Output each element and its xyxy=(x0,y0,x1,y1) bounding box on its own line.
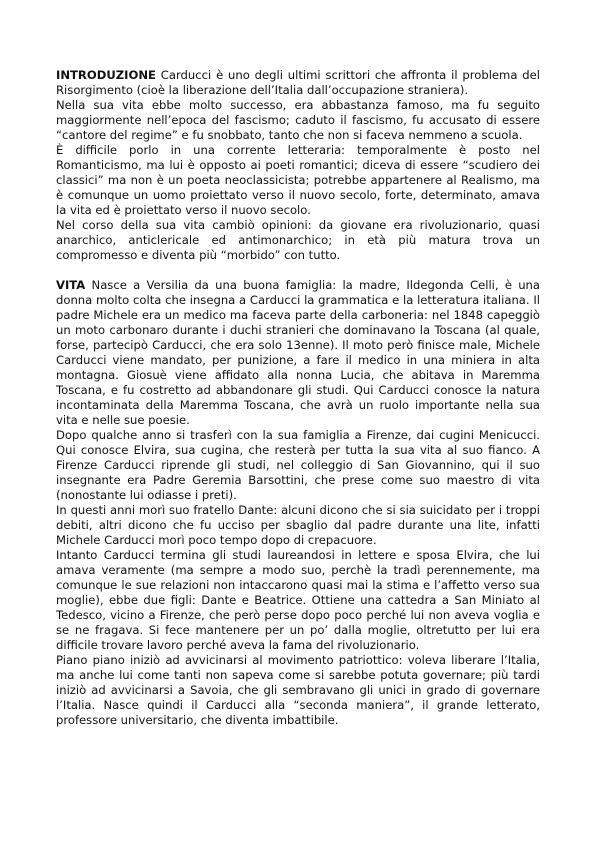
vita-paragraph-5: Piano piano iniziò ad avvicinarsi al movimento patriottico: voleva liberare l’Italia, ma anche lui come tanti non sapeva come si sarebbe potuta governare; più tardi iniziò ad avvicinarsi a Savoia, che gli sembravano gli unici in grado di governare l’Italia. Nasce quindi il Carducci alla “seconda maniera”, il grande letterato, professore universitario, che diventa imbattibile. xyxy=(56,653,540,727)
intro-paragraph-1-text: Carducci è uno degli ultimi scrittori che affronta il problema del Risorgimento (cioè la liberazione dell’Italia dall’occupazione straniera). xyxy=(56,68,541,97)
vita-paragraph-1 xyxy=(56,278,540,428)
document-page xyxy=(56,68,540,728)
section-vita xyxy=(56,278,540,728)
intro-paragraph-3: È difficile porlo in una corrente letteraria: temporalmente è posto nel Romanticismo, ma lui è opposto ai poeti romantici; diceva di essere “scudiero dei classici” ma non è un poeta neoclassicista; potrebbe appartenere al Realismo, ma è comunque un uomo proiettato verso il nuovo secolo, forte, determinato, amava la vita ed è proiettato verso il nuovo secolo. xyxy=(56,143,540,217)
intro-paragraph-4: Nel corso della sua vita cambiò opinioni: da giovane era rivoluzionario, quasi anarchico, anticlericale ed antimonarchico; in età più matura trova un compromesso e diventa più “morbido” con tutto. xyxy=(56,218,540,262)
vita-paragraph-3: In questi anni morì suo fratello Dante: alcuni dicono che si sia suicidato per i troppi debiti, altri dicono che fu ucciso per sbaglio dal padre durante una lite, infatti Michele Carducci morì poco tempo dopo di crepacuore. xyxy=(56,503,540,547)
intro-paragraph-2: Nella sua vita ebbe molto successo, era abbastanza famoso, ma fu seguito maggiormente nell’epoca del fascismo; caduto il fascismo, fu accusato di essere “cantore del regime” e fu snobbato, tanto che non si faceva nemmeno a scuola. xyxy=(56,98,540,142)
section-introduzione xyxy=(56,68,540,263)
intro-paragraph-1 xyxy=(56,68,540,98)
vita-paragraph-2: Dopo qualche anno si trasferì con la sua famiglia a Firenze, dai cugini Menicucci. Qui conosce Elvira, sua cugina, che resterà per tutta la sua vita al suo fianco. A Firenze Carducci riprende gli studi, nel colleggio di San Giovannino, qui il suo insegnante era Padre Geremia Barsottini, che prese come suo maestro di vita (nonostante lui odiasse i preti). xyxy=(56,428,540,502)
vita-paragraph-4: Intanto Carducci termina gli studi laureandosi in lettere e sposa Elvira, che lui amava veramente (ma sempre a modo suo, perchè la tradì perennemente, ma comunque le sue relazioni non intaccarono quasi mai la stima e l’affetto verso sua moglie), ebbe due figli: Dante e Beatrice. Ottiene una cattedra a San Miniato al Tedesco, vicino a Firenze, che però perse dopo poco perché lui non aveva voglia e se ne fragava. Si fece mantenere per un po’ dalla moglie, oltretutto per lui era difficile trovare lavoro perché aveva la fama del rivoluzionario. xyxy=(56,548,540,652)
section-heading-vita: VITA xyxy=(56,278,86,292)
section-heading-introduzione: INTRODUZIONE xyxy=(56,68,156,82)
vita-paragraph-1-text: Nasce a Versilia da una buona famiglia: la madre, Ildegonda Celli, è una donna molto colta che insegna a Carducci la grammatica e la letteratura italiana. Il padre Michele era un medico ma faceva parte della carboneria: nel 1848 capeggiò un moto carbonaro durante i duchi stranieri che dominavano la Toscana (al quale, forse, partecipò Carducci, che era solo 13enne). Il moto però finisce male, Michele Carducci viene mandato, per punizione, a fare il medico in una miniera in alta montagna. Giosuè viene affidato alla nonna Lucia, che abitava in Maremma Toscana, e fu costretto ad abbandonare gli studi. Qui Carducci conosce la natura incontaminata della Maremma Toscana, che avrà un ruolo importante nella sua vita e nelle sue poesie. xyxy=(56,278,540,427)
section-gap xyxy=(56,263,540,278)
